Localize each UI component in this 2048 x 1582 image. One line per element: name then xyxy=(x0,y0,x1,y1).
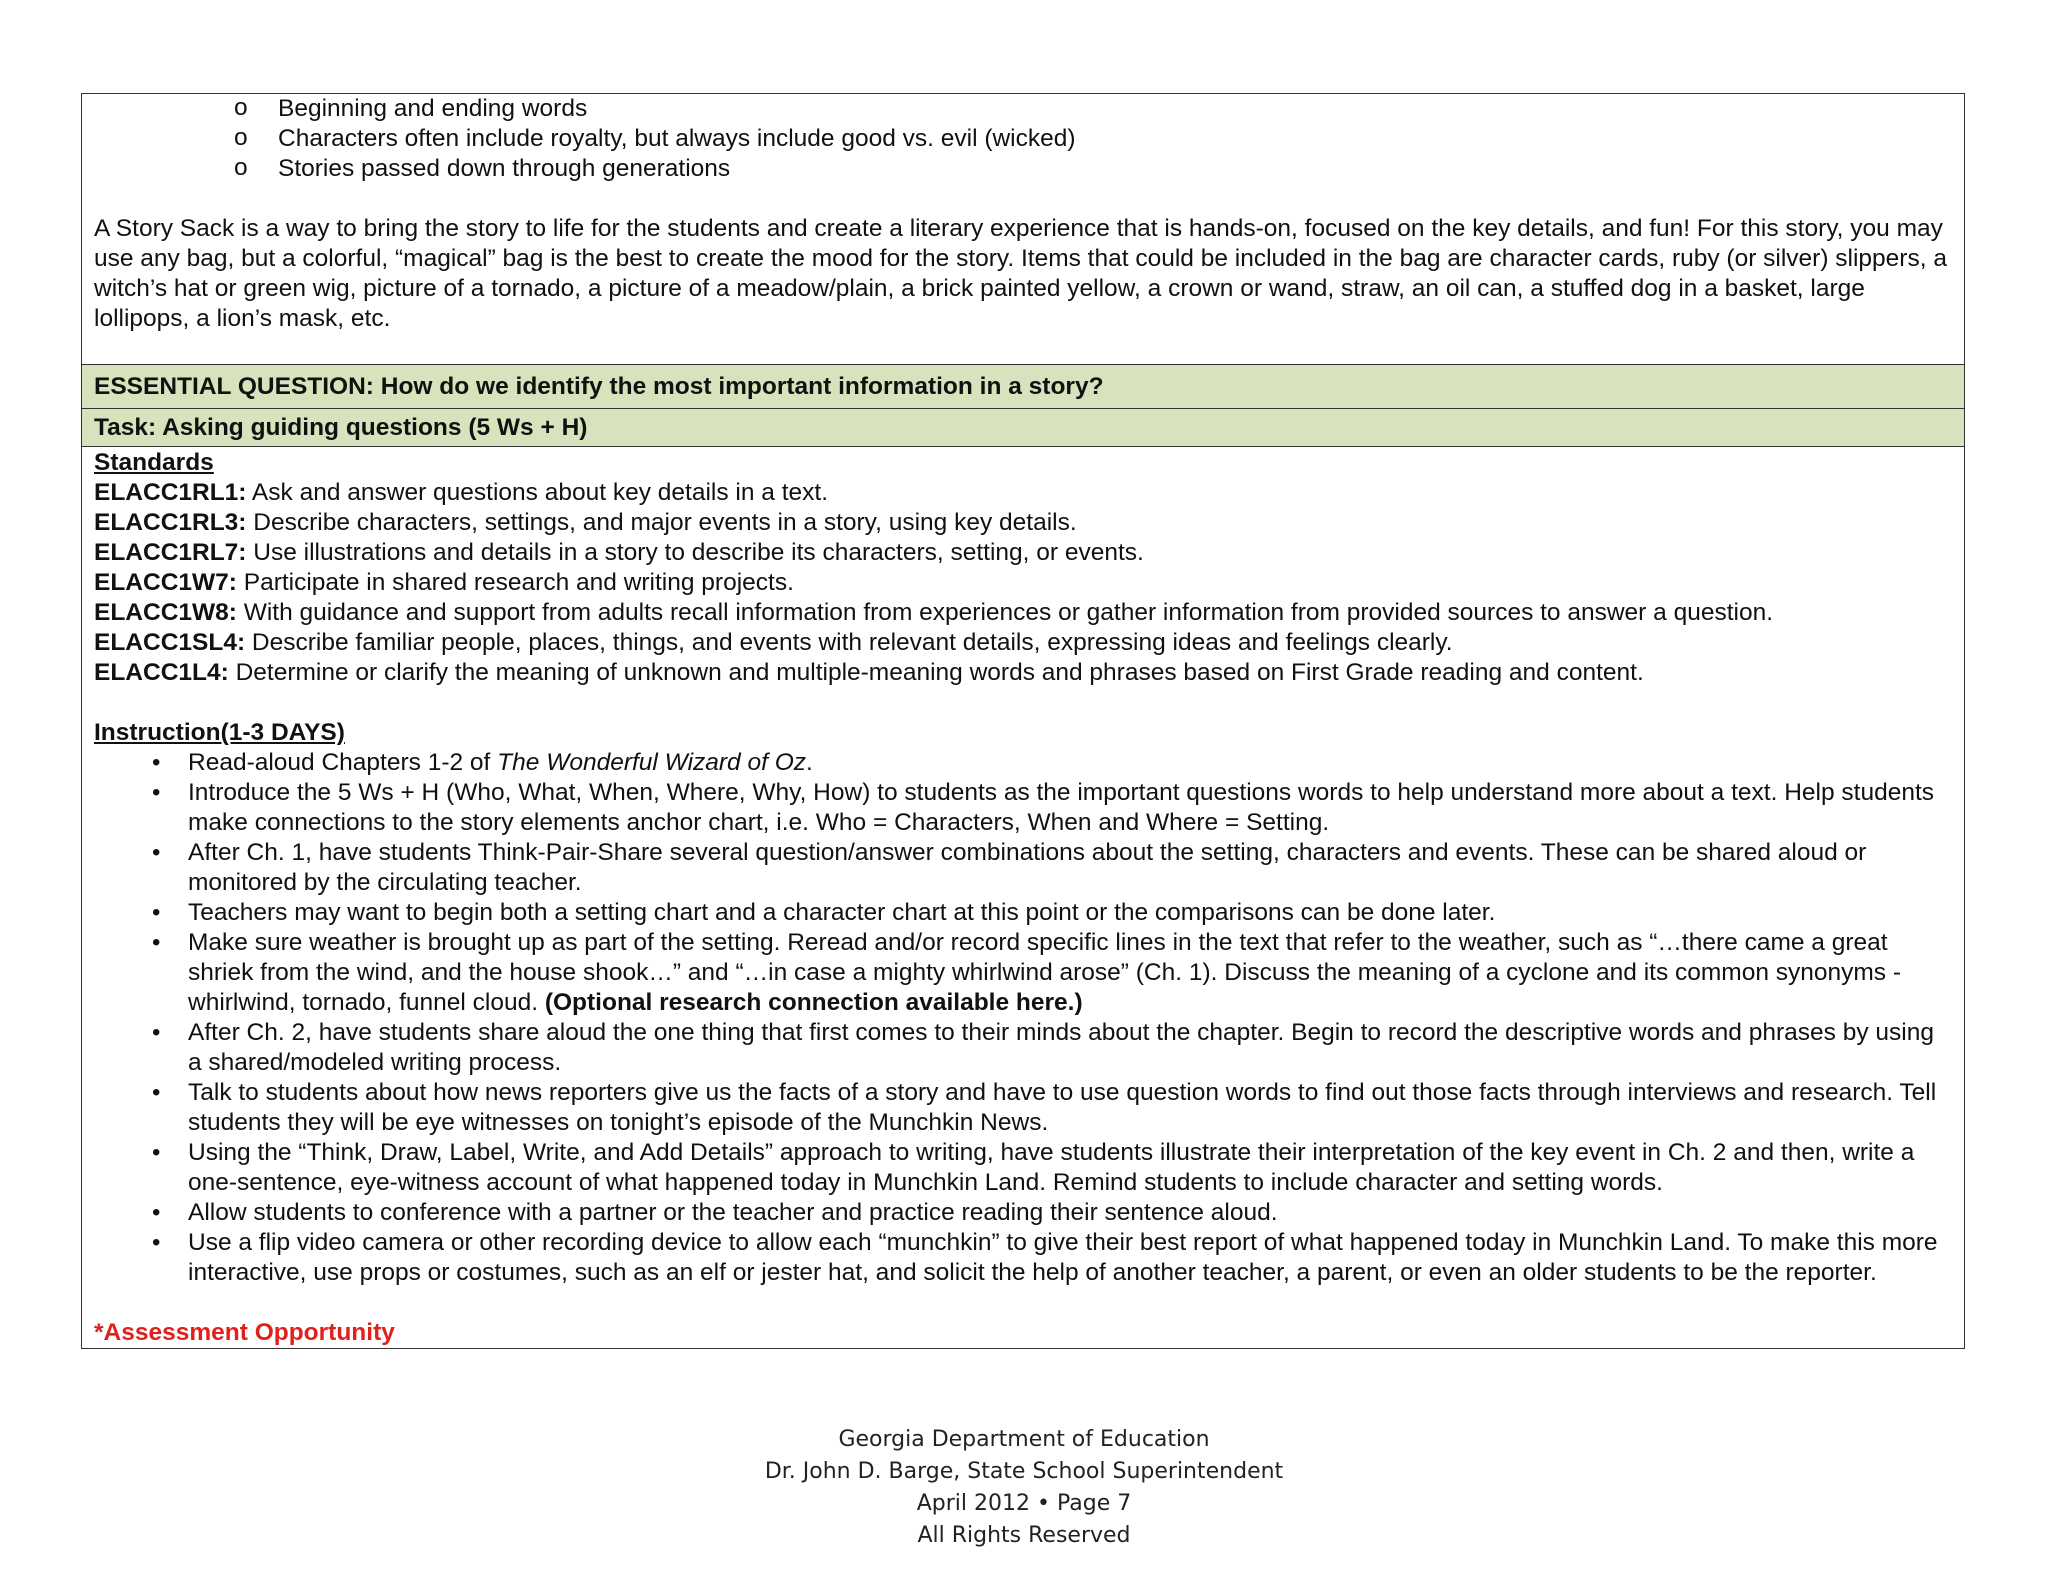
page-footer xyxy=(0,1424,2048,1552)
story-sack-paragraph: A Story Sack is a way to bring the story to life for the students and create a literary experience that is hands-on, focused on the key details, and fun! For this story, you may use any bag, but a colorful, “magical” bag is the best to create the mood for the story. Items that could be included in the bag are character cards, ruby (or silver) slippers, a witch’s hat or green wig, picture of a tornado, a picture of a meadow/plain, a brick painted yellow, a crown or wand, straw, an oil can, a stuffed dog in a basket, large lollipops, a lion’s mask, etc. xyxy=(94,215,1947,332)
standard-code: ELACC1L4: xyxy=(94,659,229,686)
instruction-heading: Instruction(1-3 DAYS) xyxy=(94,719,345,746)
instruction-item: • Teachers may want to begin both a setting chart and a character chart at this point or the comparisons can be done later. xyxy=(188,898,1952,928)
instruction-list xyxy=(94,748,1952,1288)
standards-list xyxy=(94,478,1952,688)
standard-text: Ask and answer questions about key details in a text. xyxy=(246,479,829,506)
essential-question-bar: ESSENTIAL QUESTION: How do we identify the most important information in a story? xyxy=(82,365,1964,409)
standards-instruction-cell xyxy=(82,447,1964,1348)
optional-research-note: (Optional research connection available here.) xyxy=(544,989,1083,1016)
standard-item xyxy=(94,628,1952,658)
lesson-table xyxy=(81,93,1965,1349)
footer-rights: All Rights Reserved xyxy=(917,1523,1131,1548)
list-item: o Stories passed down through generations xyxy=(234,154,1952,184)
standard-text: With guidance and support from adults recall information from experiences or gather information from provided sources to answer a question. xyxy=(236,599,1774,626)
instruction-item: • Read-aloud Chapters 1-2 of The Wonderful Wizard of Oz. xyxy=(188,748,1952,778)
footer-date-page: April 2012 • Page 7 xyxy=(916,1491,1132,1516)
standard-item xyxy=(94,568,1952,598)
standard-text: Participate in shared research and writing projects. xyxy=(236,569,794,596)
task-bar: Task: Asking guiding questions (5 Ws + H) xyxy=(82,409,1964,447)
standard-text: Use illustrations and details in a story to describe its characters, setting, or events. xyxy=(246,539,1144,566)
instruction-item: • Allow students to conference with a partner or the teacher and practice reading their sentence aloud. xyxy=(188,1198,1952,1228)
instruction-item: • Using the “Think, Draw, Label, Write, and Add Details” approach to writing, have students illustrate their interpretation of the key event in Ch. 2 and then, write a one-sentence, eye-witness account of what happened today in Munchkin Land. Remind students to include character and setting words. xyxy=(188,1138,1952,1198)
standard-code: ELACC1RL7: xyxy=(94,539,247,566)
standard-code: ELACC1RL1: xyxy=(94,479,247,506)
standard-code: ELACC1RL3: xyxy=(94,509,247,536)
standard-item xyxy=(94,598,1952,628)
standard-item xyxy=(94,538,1952,568)
standard-text: Determine or clarify the meaning of unknown and multiple-meaning words and phrases based on First Grade reading and content. xyxy=(228,659,1644,686)
instruction-item: • After Ch. 1, have students Think-Pair-Share several question/answer combinations about the setting, characters and events. These can be shared aloud or monitored by the circulating teacher. xyxy=(188,838,1952,898)
intro-cell xyxy=(82,94,1964,365)
instruction-item: • Use a flip video camera or other recording device to allow each “munchkin” to give their best report of what happened today in Munchkin Land. To make this more interactive, use props or costumes, such as an elf or jester hat, and solicit the help of another teacher, a parent, or even an older students to be the reporter. xyxy=(188,1228,1952,1288)
standard-code: ELACC1SL4: xyxy=(94,629,246,656)
list-item: o Beginning and ending words xyxy=(234,94,1952,124)
footer-department: Georgia Department of Education xyxy=(838,1427,1210,1452)
instruction-item: • Make sure weather is brought up as part of the setting. Reread and/or record specific lines in the text that refer to the weather, such as “…there came a great shriek from the wind, and the house shook…” and “…in case a mighty whirlwind arose” (Ch. 1). Discuss the meaning of a cyclone and its common synonyms - whirlwind, tornado, funnel cloud. (Optional research connection available here.) xyxy=(188,928,1952,1018)
footer-superintendent: Dr. John D. Barge, State School Superintendent xyxy=(764,1459,1284,1484)
list-item: o Characters often include royalty, but always include good vs. evil (wicked) xyxy=(234,124,1952,154)
standard-code: ELACC1W7: xyxy=(94,569,237,596)
book-title: The Wonderful Wizard of Oz xyxy=(497,749,807,776)
standard-text: Describe characters, settings, and major events in a story, using key details. xyxy=(246,509,1077,536)
standard-item xyxy=(94,478,1952,508)
standard-text: Describe familiar people, places, things, and events with relevant details, expressing ideas and feelings clearly. xyxy=(245,629,1453,656)
standard-code: ELACC1W8: xyxy=(94,599,237,626)
standard-item xyxy=(94,658,1952,688)
assessment-opportunity: *Assessment Opportunity xyxy=(94,1319,395,1346)
standard-item xyxy=(94,508,1952,538)
standards-heading: Standards xyxy=(94,449,214,476)
instruction-item: • Introduce the 5 Ws + H (Who, What, When, Where, Why, How) to students as the important questions words to help understand more about a text. Help students make connections to the story elements anchor chart, i.e. Who = Characters, When and Where = Setting. xyxy=(188,778,1952,838)
fairy-tale-characteristics-list xyxy=(94,94,1952,184)
instruction-item: • After Ch. 2, have students share aloud the one thing that first comes to their minds about the chapter. Begin to record the descriptive words and phrases by using a shared/modeled writing process. xyxy=(188,1018,1952,1078)
instruction-item: • Talk to students about how news reporters give us the facts of a story and have to use question words to find out those facts through interviews and research. Tell students they will be eye witnesses on tonight’s episode of the Munchkin News. xyxy=(188,1078,1952,1138)
